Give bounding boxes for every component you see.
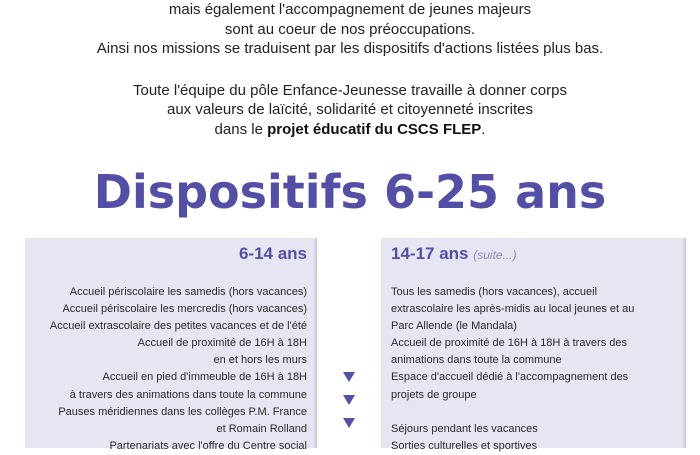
arrow-column [343, 372, 357, 441]
list-item: Séjours pendant les vacances [391, 422, 538, 435]
triangle-down-icon [343, 418, 355, 428]
list-item: Accueil périscolaire les mercredis (hors vacances) [62, 303, 307, 316]
list-item: Accueil extrascolaire des petites vacances et de l'été [49, 320, 307, 333]
intro-prefix: dans le [214, 120, 268, 138]
list-item: Accueil de proximité de 16H à 18H [137, 337, 307, 350]
page-title: Dispositifs 6-25 ans [93, 165, 607, 219]
intro-suffix: . [481, 120, 486, 138]
list-spacer [391, 404, 686, 421]
list-item: Tous les samedis (hors vacances), accueil [391, 286, 598, 298]
list-item: Accueil en pied d'immeuble de 16H à 18H [102, 371, 307, 384]
right-panel-14-17 [381, 238, 686, 452]
left-panel-title: 6-14 ans [238, 244, 307, 263]
triangle-down-icon [343, 372, 355, 382]
intro-line [0, 120, 700, 140]
right-panel-title-text: 14-17 ans [391, 244, 469, 263]
list-item: extrascolaire les après-midis au local jeunes et au [391, 303, 635, 316]
project-link: projet éducatif du CSCS FLEP [267, 120, 482, 138]
intro-text [0, 0, 700, 139]
list-item: Partenariats avec l'offre du Centre social [109, 439, 307, 452]
list-item: à travers des animations dans toute la commune [69, 388, 307, 401]
list-item: Pauses méridiennes dans les collèges P.M. France [58, 405, 307, 418]
intro-line: Toute l'équipe du pôle Enfance-Jeunesse travaille à donner corps [133, 81, 567, 99]
intro-line: aux valeurs de laïcité, solidarité et citoyenneté inscrites [166, 101, 534, 118]
right-panel-title [391, 244, 686, 264]
intro-line: mais également l'accompagnement de jeunes majeurs [168, 1, 532, 18]
list-item: Sorties culturelles et sportives [391, 439, 538, 452]
right-panel-subtitle: (suite...) [473, 248, 517, 262]
left-panel-list [25, 284, 307, 455]
triangle-down-icon [343, 395, 355, 405]
intro-line: Ainsi nos missions se traduisent par les dispositifs d'actions listées plus bas. [96, 40, 604, 57]
left-panel-6-14 [25, 238, 317, 452]
list-item: Espace d'accueil dédié à l'accompagnement des [391, 371, 629, 384]
list-item: et Romain Rolland [216, 422, 307, 435]
list-item: projets de groupe [391, 388, 477, 401]
list-item: Accueil périscolaire les samedis (hors vacances) [69, 286, 307, 298]
list-item: en et hors les murs [213, 354, 307, 367]
list-item: Parc Allende (le Mandala) [391, 320, 517, 333]
right-panel-list [391, 284, 686, 455]
list-item: animations dans toute la commune [391, 354, 562, 367]
list-item: Accueil de proximité de 16H à 18H à travers des [391, 337, 628, 350]
intro-line: sont au coeur de nos préoccupations. [224, 20, 476, 38]
